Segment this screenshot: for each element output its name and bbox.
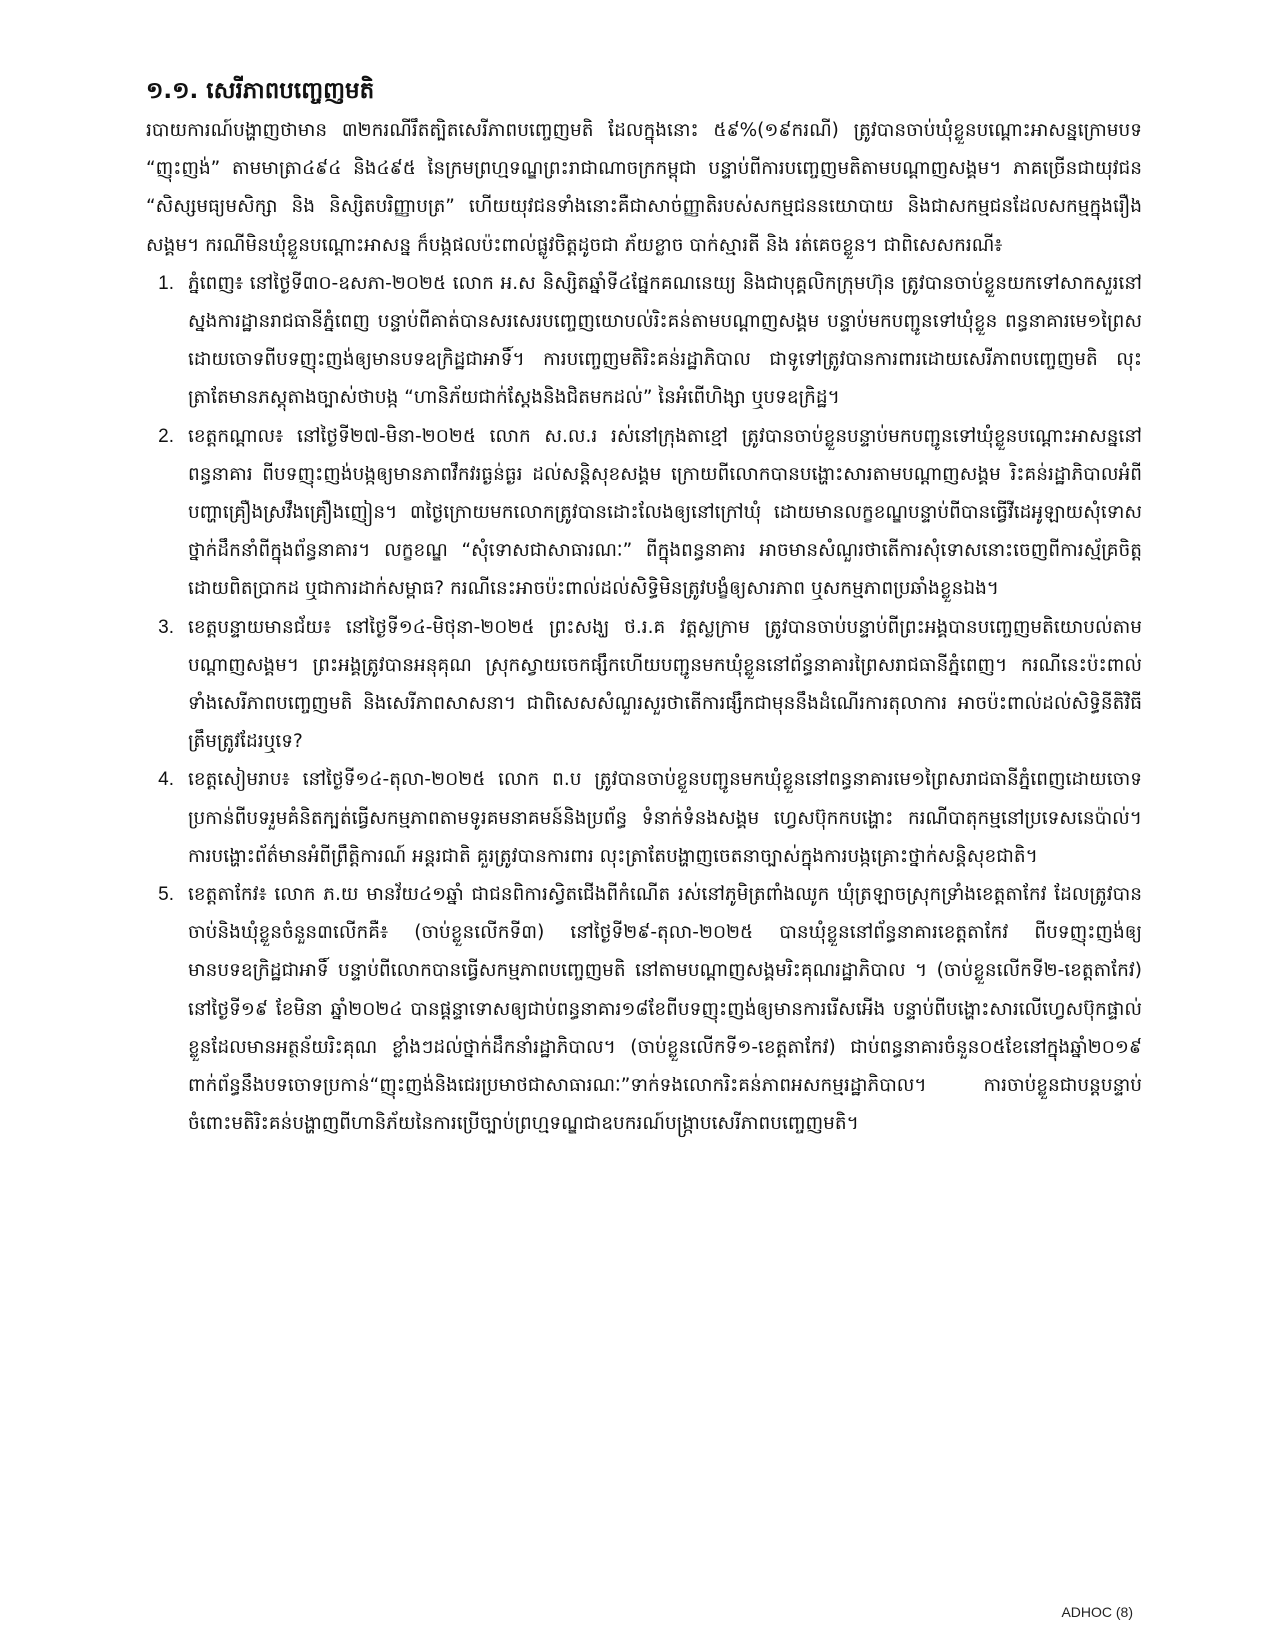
list-item [158, 761, 1142, 876]
list-item [158, 418, 1142, 609]
list-item-number: 1. [158, 272, 174, 294]
list-item-number: 3. [158, 616, 174, 638]
list-item-text: ខេត្តតាកែវ៖ លោក ភ.យ មានវ័យ៤១ឆ្នាំ ជាជនពិការស្វិតជើងពីកំណើត រស់នៅភូមិត្រពាំងឈូក ឃុំត្រឡាចស្រុកទ្រាំងខេត្តតាកែវ ដែលត្រូវបានចាប់និងឃុំខ្លួនចំនួន៣លើកគឺ៖ (ចាប់ខ្លួនលើកទី៣) នៅថ្ងៃទី២៩-តុលា-២០២៥ បានឃុំខ្លួននៅព័ន្ធនាគារខេត្តតាកែវ ពីបទញុះញង់ឲ្យមានបទឧក្រិដ្ឋជាអាទិ៍ បន្ទាប់ពីលោកបានធ្វើសកម្មភាពបញ្ចេញមតិ នៅតាមបណ្តាញសង្គមរិះគុណរដ្ឋាភិបាល ។ (ចាប់ខ្លួនលើកទី២-ខេត្តតាកែវ) នៅថ្ងៃទី១៩ ខែមិនា ឆ្នាំ២០២៤ បានផ្តន្ទាទោសឲ្យជាប់ពន្ធនាគារ១៨ខែពីបទញុះញង់ឲ្យមានការរើសអើង បន្ទាប់ពីបង្ហោះសារលើហ្វេសប៊ុកផ្ទាល់ខ្លួនដែលមានអត្ថន័យរិះគុណ ខ្លាំងៗដល់ថ្នាក់ដឹកនាំរដ្ឋាភិបាល។ (ចាប់ខ្លួនលើកទី១-ខេត្តតាកែវ) ជាប់ពន្ធនាគារចំនួន០៥ខែនៅក្នុងឆ្នាំ២០១៩ ពាក់ព័ន្ធនឹងបទចោទប្រកាន់“ញុះញង់និងជេរប្រមាថជាសាធារណៈ”ទាក់ទងលោករិះគន់ភាពអសកម្មរដ្ឋាភិបាល។ ការចាប់ខ្លួនជាបន្តបន្ទាប់ ចំពោះមតិរិះគន់បង្ហាញពីហានិភ័យនៃការប្រើច្បាប់ព្រហ្មទណ្ឌជាឧបករណ៍បង្ក្រាបសេរីភាពបញ្ចេញមតិ។ [188, 884, 1142, 1135]
list-item-number: 5. [158, 884, 174, 906]
section-heading: ១.១. សេរីភាពបញ្ចេញមតិ [146, 78, 375, 104]
list-item-text: ខេត្តបន្ទាយមានជ័យ៖ នៅថ្ងៃទី១៤-មិថុនា-២០២៥ ព្រះសង្ឃ ថ.រ.គ វត្តស្លក្រាម ត្រូវបានចាប់បន្ទាប់ពីព្រះអង្គបានបញ្ចេញមតិយោបល់តាមបណ្តាញសង្គម។ ព្រះអង្គត្រូវបានអនុគុណ ស្រុកស្វាយចេកផ្សឹកហើយបញ្ជូនមកឃុំខ្លួននៅព័ន្ធនាគារព្រៃសរាជធានីភ្នំពេញ។ ករណីនេះប៉ះពាល់ទាំងសេរីភាពបញ្ចេញមតិ និងសេរីភាពសាសនា។ ជាពិសេសសំណួរសួរថាតើការផ្សឹកជាមុននឹងដំណើរការតុលាការ អាចប៉ះពាល់ដល់សិទ្ធិនីតិវិធីត្រឹមត្រូវដែរឬទេ? [188, 616, 1142, 753]
list-item [158, 609, 1142, 762]
list-item-number: 2. [158, 425, 174, 447]
list-item-text: ភ្នំពេញ៖ នៅថ្ងៃទី៣០-ឧសភា-២០២៥ លោក អ.ស និស្សិតឆ្នាំទី៤ផ្នែកគណនេយ្យ និងជាបុគ្គលិកក្រុមហ៊ុន ត្រូវបានចាប់ខ្លួនយកទៅសាកសួរនៅស្នងការដ្ឋានរាជធានីភ្នំពេញ បន្ទាប់ពីគាត់បានសរសេរបញ្ចេញយោបល់រិះគន់តាមបណ្តាញសង្គម បន្ទាប់មកបញ្ជូនទៅឃុំខ្លួន ពន្ធនាគារមេ១ព្រៃសដោយចោទពីបទញុះញង់ឲ្យមានបទឧក្រិដ្ឋជាអាទិ៍។ ការបញ្ចេញមតិរិះគន់រដ្ឋាភិបាល ជាទូទៅត្រូវបានការពារដោយសេរីភាពបញ្ចេញមតិ លុះត្រាតែមានភស្តុតាងច្បាស់ថាបង្ក “ហានិភ័យជាក់ស្តែងនិងជិតមកដល់” នៃអំពើហិង្សា ឬបទឧក្រិដ្ឋ។ [188, 272, 1142, 409]
list-item-text: ខេត្តកណ្តាល៖ នៅថ្ងៃទី២៧-មិនា-២០២៥ លោក ស.ល.រ រស់នៅក្រុងតាខ្មៅ ត្រូវបានចាប់ខ្លួនបន្ទាប់មកបញ្ជូនទៅឃុំខ្លួនបណ្តោះអាសន្ននៅពន្ធនាគារ ពីបទញុះញង់បង្កឲ្យមានភាពវឹកវរធ្ងន់ធ្ងរ ដល់សន្តិសុខសង្គម ក្រោយពីលោកបានបង្ហោះសារតាមបណ្តាញសង្គម រិះគន់រដ្ឋាភិបាលអំពីបញ្ហាគ្រឿងស្រវឹងគ្រឿងញៀន។ ៣ថ្ងៃក្រោយមកលោកត្រូវបានដោះលែងឲ្យនៅក្រៅឃុំ ដោយមានលក្ខខណ្ឌបន្ទាប់ពីបានធ្វើវីដេអូឡាយសុំទោសថ្នាក់ដឹកនាំពីក្នុងព័ន្ធនាគារ។ លក្ខខណ្ឌ “សុំទោសជាសាធារណៈ” ពីក្នុងពន្ធនាគារ អាចមានសំណួរថាតើការសុំទោសនោះចេញពីការស្ម័គ្រចិត្តដោយពិតប្រាកដ ឬជាការដាក់សម្ពាធ? ករណីនេះអាចប៉ះពាល់ដល់សិទ្ធិមិនត្រូវបង្ខំឲ្យសារភាព ឬសកម្មភាពប្រឆាំងខ្លួនឯង។ [188, 425, 1142, 600]
list-item-text: ខេត្តសៀមរាប៖ នៅថ្ងៃទី១៤-តុលា-២០២៥ លោក ព.ប ត្រូវបានចាប់ខ្លួនបញ្ជូនមកឃុំខ្លួននៅពន្ធនាគារមេ១ព្រៃសរាជធានីភ្នំពេញដោយចោទប្រកាន់ពីបទរួមគំនិតក្បត់ធ្វើសកម្មភាពតាមទូរគមនាគមន៍និងប្រព័ន្ធ ទំនាក់ទំនងសង្គម ហ្វេសប៊ុកកបង្ហោះ ករណីបាតុកម្មនៅប្រទេសនេប៉ាល់។ ការបង្ហោះព័ត៌មានអំពីព្រឹត្តិការណ៍ អន្តរជាតិ គួរត្រូវបានការពារ លុះត្រាតែបង្ហាញចេតនាច្បាស់ក្នុងការបង្កគ្រោះថ្នាក់សន្តិសុខជាតិ។ [188, 769, 1142, 867]
intro-paragraph: របាយការណ៍បង្ហាញថាមាន ៣២ករណីរឹតត្បិតសេរីភាពបញ្ចេញមតិ ដែលក្នុងនោះ ៥៩%(១៩ករណី) ត្រូវបានចាប់ឃុំខ្លួនបណ្តោះអាសន្នក្រោមបទ “ញុះញង់” តាមមាត្រា៤៩៤ និង៤៩៥ នៃក្រមព្រហ្មទណ្ឌព្រះរាជាណាចក្រកម្ពុជា បន្ទាប់ពីការបញ្ចេញមតិតាមបណ្តាញសង្គម។ ភាគច្រើនជាយុវជន “សិស្សមធ្យមសិក្សា និង និស្សិតបរិញ្ញាបត្រ” ហើយយុវជនទាំងនោះគឺជាសាច់ញ្ញាតិរបស់សកម្មជននយោបាយ និងជាសកម្មជនដែលសកម្មក្នុងរឿងសង្គម។ ករណីមិនឃុំខ្លួនបណ្តោះអាសន្ន ក៏បង្កផលប៉ះពាល់ផ្លូវចិត្តដូចជា ភ័យខ្លាច បាក់ស្មារតី និង រត់គេចខ្លួន។ ជាពិសេសករណី៖ [146, 120, 1142, 256]
case-list [146, 265, 1142, 1144]
page-footer: ADHOC (8) [1061, 1604, 1133, 1620]
list-item [158, 265, 1142, 418]
list-item-number: 4. [158, 769, 174, 791]
document-page [146, 72, 1142, 1602]
list-item [158, 876, 1142, 1143]
